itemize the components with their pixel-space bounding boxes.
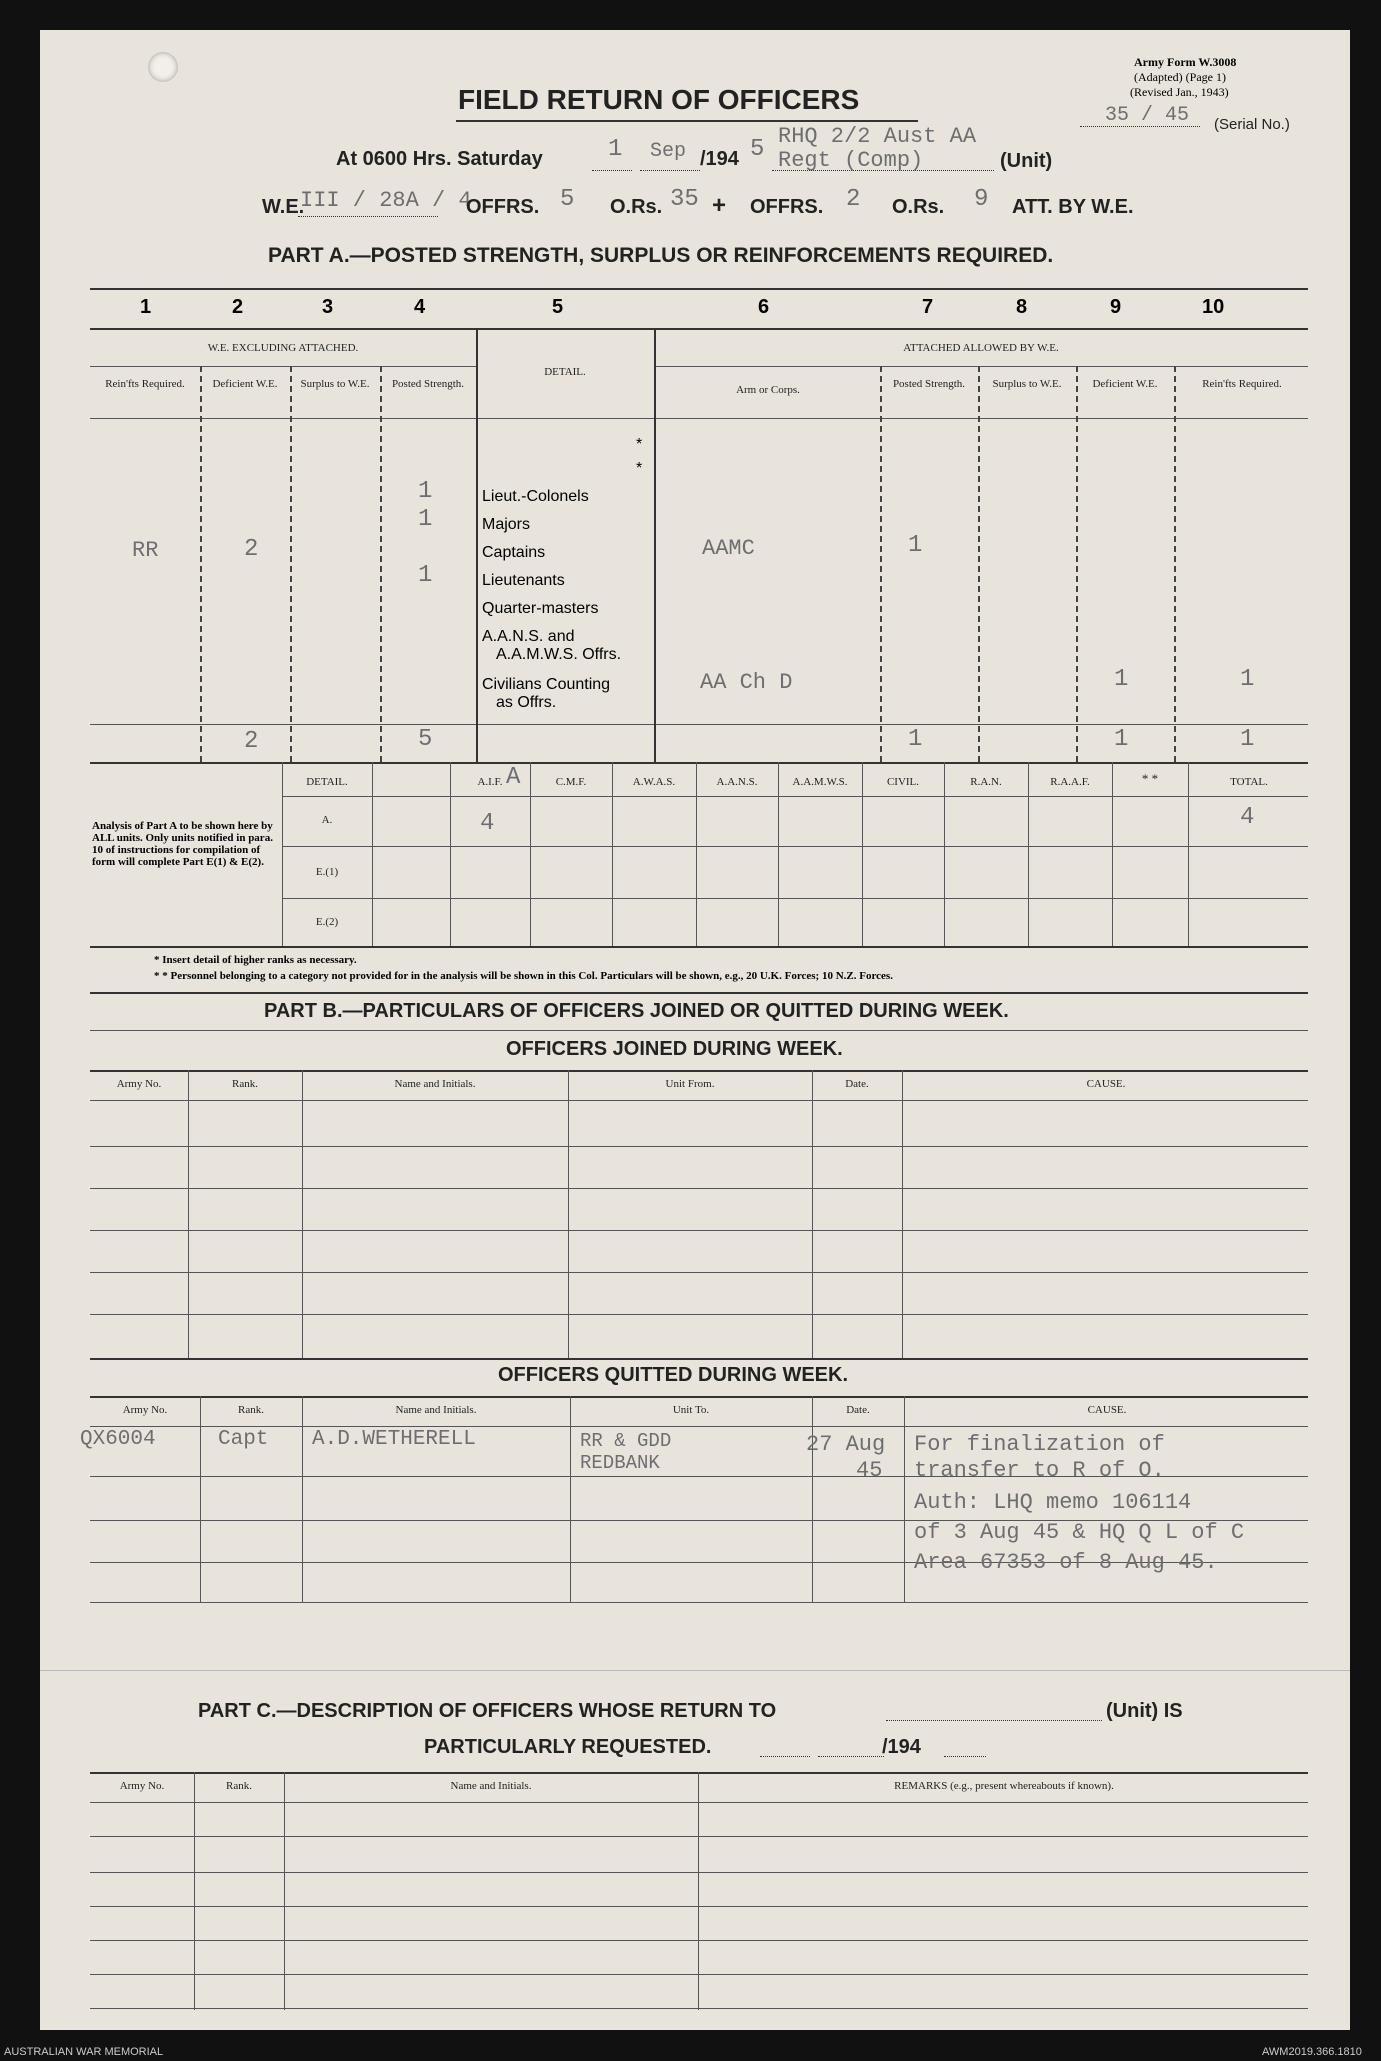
- analysis-header: * *: [1141, 771, 1159, 786]
- analysis-header: R.A.N.: [970, 776, 1002, 788]
- rule: [90, 1872, 1308, 1873]
- reinf-value: RR: [132, 538, 159, 563]
- right-header: Posted Strength.: [892, 378, 966, 390]
- quitted-rank: Capt: [218, 1428, 269, 1451]
- rank-label: Majors: [482, 516, 531, 533]
- part-c-unit-label: (Unit) IS: [1106, 1700, 1183, 1722]
- rule: [90, 1906, 1308, 1907]
- part-b-title: PART B.—PARTICULARS OF OFFICERS JOINED OR QUITTED DURING WEEK.: [264, 1000, 1009, 1022]
- rule: [90, 1396, 1308, 1398]
- unit-label: (Unit): [1000, 150, 1053, 172]
- joined-header: Rank.: [232, 1078, 258, 1090]
- part-a-title: PART A.—POSTED STRENGTH, SURPLUS OR REINFORCEMENTS REQUIRED.: [268, 244, 1054, 267]
- analysis-row: A.: [321, 814, 333, 826]
- quitted-cause-2: transfer to R of O.: [914, 1458, 1165, 1483]
- col-sep: [778, 762, 779, 946]
- col-num: 3: [322, 296, 334, 318]
- aamc-corps: AAMC: [702, 536, 755, 561]
- quitted-header: Name and Initials.: [395, 1404, 477, 1416]
- col-sep: [1174, 366, 1176, 762]
- rank-label: Civilians Counting: [482, 676, 611, 693]
- star: *: [636, 460, 643, 477]
- rule: [90, 1314, 1308, 1315]
- analysis-note: Analysis of Part A to be shown here by ALL units. Only units notified in para. 10 of instructions for compilation of form will complete Part E(1) & E(2).: [92, 820, 273, 868]
- unit-line1: RHQ 2/2 Aust AA: [778, 124, 977, 149]
- quitted-cause-1: For finalization of: [914, 1432, 1165, 1457]
- rule: [90, 724, 1308, 725]
- at-day: 1: [608, 136, 623, 163]
- part-c-title-1: PART C.—DESCRIPTION OF OFFICERS WHOSE RETURN TO: [198, 1700, 777, 1722]
- rule: [90, 992, 1308, 994]
- quitted-cause-4: of 3 Aug 45 & HQ Q L of C: [914, 1520, 1245, 1545]
- ors2-label: O.Rs.: [892, 196, 945, 218]
- rank-label: Lieut.-Colonels: [482, 488, 589, 505]
- rank-label: Lieutenants: [482, 572, 565, 589]
- unit-line2: Regt (Comp): [778, 148, 924, 173]
- aachd-corps: AA Ch D: [700, 670, 793, 695]
- punch-hole: [148, 52, 178, 82]
- a-aif-value: 4: [480, 810, 495, 837]
- rule: [90, 1426, 1308, 1427]
- quitted-title: OFFICERS QUITTED DURING WEEK.: [498, 1364, 848, 1386]
- analysis-header: A.A.N.S.: [716, 776, 758, 788]
- rule: [90, 366, 476, 367]
- col-sep: [200, 366, 202, 762]
- aif-mark: A: [506, 764, 521, 791]
- quitted-header: Unit To.: [672, 1404, 710, 1416]
- right-header: Rein'fts Required.: [1202, 378, 1282, 390]
- quitted-unit-to2: REDBANK: [580, 1452, 660, 1474]
- analysis-header: A.W.A.S.: [632, 776, 676, 788]
- rule: [90, 1070, 1308, 1072]
- joined-header: Army No.: [116, 1078, 162, 1090]
- col-num: 1: [140, 296, 152, 318]
- day-line: [592, 170, 632, 171]
- quitted-name: A.D.WETHERELL: [312, 1428, 476, 1451]
- col-sep: [612, 762, 613, 946]
- analysis-header: A.I.F.: [477, 776, 503, 788]
- rule: [90, 1602, 1308, 1603]
- col-sep: [1076, 366, 1078, 762]
- col-num: 6: [758, 296, 770, 318]
- rule: [90, 418, 1308, 419]
- rule: [90, 1230, 1308, 1231]
- col-num: 8: [1016, 296, 1028, 318]
- a-total-value: 4: [1240, 804, 1255, 831]
- rule: [90, 1802, 1308, 1803]
- analysis-header: TOTAL.: [1230, 776, 1268, 788]
- quitted-header: Date.: [846, 1404, 870, 1416]
- att-label: ATT. BY W.E.: [1012, 196, 1134, 218]
- col-num: 7: [922, 296, 934, 318]
- serial-line: [1080, 126, 1200, 127]
- rank-label: A.A.N.S. and: [482, 628, 575, 645]
- aamc-posted: 1: [908, 532, 923, 559]
- col-num: 4: [414, 296, 426, 318]
- month-line: [640, 170, 700, 171]
- rule: [90, 762, 1308, 764]
- joined-header: CAUSE.: [1086, 1078, 1126, 1090]
- offrs2-label: OFFRS.: [750, 196, 824, 218]
- rule: [90, 946, 1308, 948]
- footer-left: AUSTRALIAN WAR MEMORIAL: [4, 2046, 164, 2058]
- offrs-value: 5: [560, 186, 575, 213]
- part-c-month-line: [818, 1756, 884, 1757]
- quitted-cause-3: Auth: LHQ memo 106114: [914, 1490, 1192, 1515]
- quitted-date2: 45: [856, 1458, 883, 1483]
- posted-ltcol: 1: [418, 478, 433, 505]
- joined-title: OFFICERS JOINED DURING WEEK.: [506, 1038, 843, 1060]
- part-c-header: Name and Initials.: [450, 1780, 532, 1792]
- quitted-header: Rank.: [238, 1404, 264, 1416]
- total-deficient: 2: [244, 728, 259, 755]
- total-posted: 5: [418, 726, 433, 753]
- we-value: III / 28A / 4: [300, 188, 472, 213]
- part-c-title-2: PARTICULARLY REQUESTED.: [424, 1736, 712, 1758]
- col-sep: [654, 328, 656, 762]
- right-header: Arm or Corps.: [736, 384, 800, 396]
- detail-header: DETAIL.: [544, 366, 586, 378]
- col-sep: [880, 366, 882, 762]
- left-header: Deficient W.E.: [212, 378, 278, 390]
- rule: [90, 1974, 1308, 1975]
- rule: [282, 796, 1308, 797]
- form-title: FIELD RETURN OF OFFICERS: [458, 84, 860, 115]
- rule: [654, 366, 1308, 367]
- col-sep: [380, 366, 382, 762]
- posted-lieut: 1: [418, 562, 433, 589]
- title-underline: [456, 120, 918, 122]
- analysis-header: CIVIL.: [886, 776, 920, 788]
- rule: [90, 288, 1308, 290]
- analysis-header: DETAIL.: [306, 776, 348, 788]
- part-c-date: /194: [882, 1736, 921, 1758]
- rule: [90, 1836, 1308, 1837]
- col-sep: [530, 762, 531, 946]
- col-num: 5: [552, 296, 564, 318]
- joined-header: Name and Initials.: [394, 1078, 476, 1090]
- right-header: Deficient W.E.: [1092, 378, 1158, 390]
- form-ref-line3: (Revised Jan., 1943): [1130, 85, 1229, 99]
- offrs2-value: 2: [846, 186, 861, 213]
- analysis-header: A.A.M.W.S.: [792, 776, 848, 788]
- aachd-deficient: 1: [1114, 666, 1129, 693]
- col-num: 9: [1110, 296, 1122, 318]
- posted-major: 1: [418, 506, 433, 533]
- rule: [90, 1772, 1308, 1774]
- offrs-label: OFFRS.: [466, 196, 540, 218]
- col-sep: [1188, 762, 1189, 946]
- star: *: [636, 436, 643, 453]
- right-header: Surplus to W.E.: [992, 378, 1062, 390]
- total-att-posted: 1: [908, 726, 923, 753]
- note-2: * * Personnel belonging to a category not provided for in the analysis will be shown in this Col. Particulars will be shown, e.g., 20 U.K. Forces; 10 N.Z. Forces.: [154, 970, 893, 982]
- rule: [90, 1146, 1308, 1147]
- we-dotline: [298, 216, 438, 217]
- col-sep: [978, 366, 980, 762]
- rank-label: as Offrs.: [496, 694, 557, 711]
- quitted-army-no: QX6004: [80, 1428, 156, 1451]
- joined-header: Unit From.: [665, 1078, 715, 1090]
- left-header: Posted Strength.: [391, 378, 465, 390]
- part-c-unit-line: [886, 1720, 1102, 1721]
- analysis-row: E.(2): [315, 916, 339, 928]
- col-sep: [372, 762, 373, 946]
- rank-label: A.A.M.W.S. Offrs.: [496, 646, 622, 663]
- part-c-header: Rank.: [226, 1780, 252, 1792]
- rule: [90, 1940, 1308, 1941]
- ors-label: O.Rs.: [610, 196, 663, 218]
- total-att-reinf: 1: [1240, 726, 1255, 753]
- quitted-unit-to1: RR & GDD: [580, 1430, 672, 1452]
- left-header: Surplus to W.E.: [300, 378, 370, 390]
- rule: [90, 1100, 1308, 1101]
- form-ref-line2: (Adapted) (Page 1): [1134, 70, 1226, 84]
- rule: [90, 1272, 1308, 1273]
- unit-dotline: [772, 170, 994, 171]
- ors2-value: 9: [974, 186, 989, 213]
- analysis-header: C.M.F.: [555, 776, 587, 788]
- quitted-cause-5: Area 67353 of 8 Aug 45.: [914, 1550, 1218, 1575]
- left-header: Rein'fts Required.: [105, 378, 185, 390]
- col-num: 10: [1202, 296, 1225, 318]
- col-sep: [290, 366, 292, 762]
- rule: [90, 1358, 1308, 1360]
- serial-value: 35 / 45: [1105, 104, 1190, 127]
- analysis-header: R.A.A.F.: [1050, 776, 1090, 788]
- we-label: W.E.: [262, 196, 305, 218]
- col-sep: [1028, 762, 1029, 946]
- year-digit: 5: [750, 136, 765, 163]
- part-c-header: Army No.: [119, 1780, 165, 1792]
- we-excl-header: W.E. EXCLUDING ATTACHED.: [207, 342, 359, 354]
- at-month: Sep: [650, 140, 687, 163]
- rank-label: Captains: [482, 544, 546, 561]
- rank-label: Quarter-masters: [482, 600, 599, 617]
- joined-header: Date.: [845, 1078, 869, 1090]
- footer-right: AWM2019.366.1810: [1262, 2046, 1362, 2058]
- serial-label: (Serial No.): [1214, 116, 1290, 133]
- part-c-day-line: [760, 1756, 810, 1757]
- part-c-header: REMARKS (e.g., present whereabouts if known).: [894, 1780, 1114, 1792]
- fold-line: [40, 1670, 1350, 1671]
- deficient-value: 2: [244, 536, 259, 563]
- col-sep: [282, 762, 283, 946]
- col-sep: [450, 762, 451, 946]
- aachd-reinf: 1: [1240, 666, 1255, 693]
- col-sep: [476, 328, 478, 762]
- rule: [90, 1030, 1308, 1031]
- plus-sign: +: [712, 192, 727, 219]
- rule: [90, 1188, 1308, 1189]
- note-1: * Insert detail of higher ranks as necessary.: [154, 954, 357, 966]
- rule: [282, 898, 1308, 899]
- att-allowed-header: ATTACHED ALLOWED BY W.E.: [903, 342, 1059, 354]
- rule: [282, 846, 1308, 847]
- form-ref-line1: Army Form W.3008: [1134, 55, 1237, 69]
- quitted-date1: 27 Aug: [806, 1432, 886, 1457]
- analysis-row: E.(1): [315, 866, 339, 878]
- rule: [90, 2008, 1308, 2009]
- rule: [90, 328, 1308, 330]
- quitted-header: Army No.: [122, 1404, 168, 1416]
- col-sep: [696, 762, 697, 946]
- col-num: 2: [232, 296, 244, 318]
- quitted-header: CAUSE.: [1087, 1404, 1127, 1416]
- part-c-year-line: [944, 1756, 986, 1757]
- total-att-def: 1: [1114, 726, 1129, 753]
- at-prefix: At 0600 Hrs. Saturday: [336, 148, 543, 170]
- col-sep: [944, 762, 945, 946]
- year-prefix: /194: [700, 148, 739, 170]
- ors-value: 35: [670, 186, 699, 213]
- col-sep: [1112, 762, 1113, 946]
- col-sep: [862, 762, 863, 946]
